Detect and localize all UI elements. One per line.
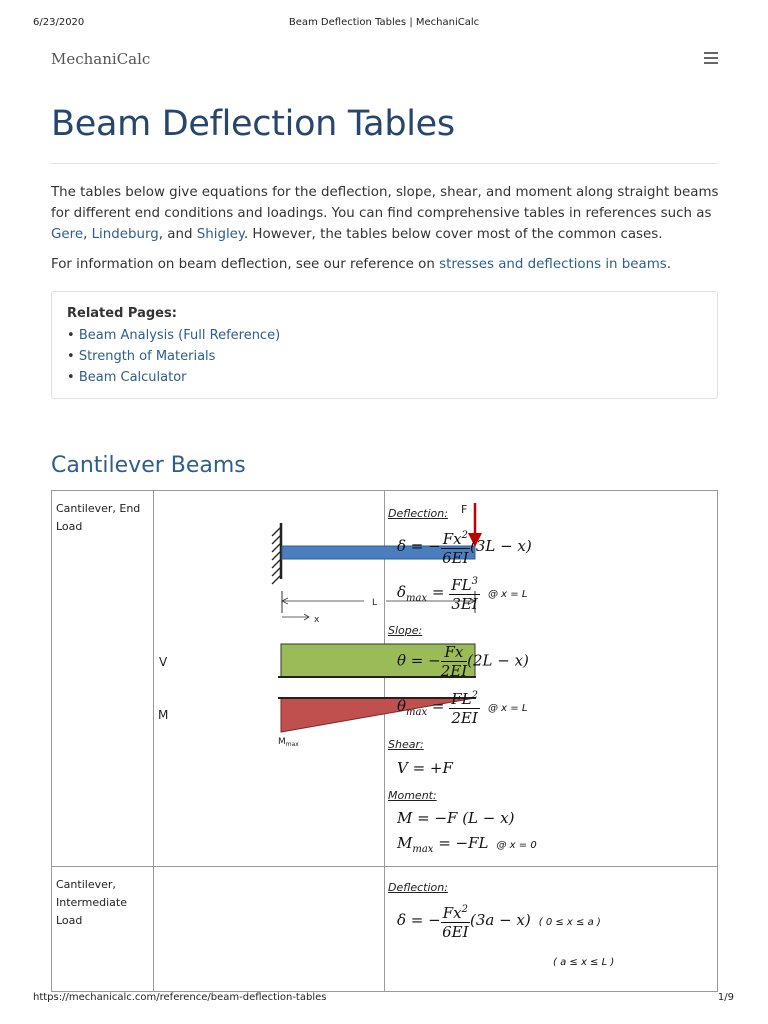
related-pages-title: Related Pages: (67, 306, 177, 321)
case-name-cell: Cantilever, Intermediate Load (52, 867, 154, 992)
equations-cell (385, 867, 718, 992)
range-note: ( a ≤ x ≤ L ) (553, 957, 615, 968)
print-url: https://mechanicalc.com/reference/beam-deflection-tables (33, 992, 327, 1003)
link-lindeburg[interactable]: Lindeburg (91, 227, 159, 242)
moment-heading: Moment: (388, 789, 437, 802)
related-link-beam-calculator[interactable]: Beam Calculator (78, 370, 187, 385)
shear-equation: V = +F (397, 759, 453, 777)
print-title: Beam Deflection Tables | MechaniCalc (288, 17, 480, 28)
print-date: 6/23/2020 (33, 17, 85, 28)
site-brand[interactable]: MechaniCalc (51, 50, 151, 68)
wall-hatch (272, 527, 281, 584)
page-number: 1/9 (717, 992, 734, 1003)
max-moment-equation: $M_{max} = -FL$ @ x = 0 (397, 834, 537, 855)
moment-diagram-label: M (158, 708, 169, 722)
title-divider (51, 163, 717, 164)
mmax-label: $M_{max}$ (278, 737, 299, 748)
related-link-strength-of-materials[interactable]: Strength of Materials (78, 349, 216, 364)
deflection-equation: δ = − $\frac{Fx^2}{6EI}$ (3a − x) ( 0 ≤ x ≤ a ) (397, 901, 601, 941)
deflection-equation: δ = − $\frac{Fx^2}{6EI}$ (3L − x) (397, 527, 532, 567)
related-pages-list (67, 325, 280, 388)
link-shigley[interactable]: Shigley (196, 227, 244, 242)
max-deflection-equation: $\delta_{max}$ = $\frac{FL^3}{3EI}$ @ x = L (397, 573, 527, 613)
diagram-cell (154, 867, 385, 992)
max-slope-equation: $\theta_{max}$ = $\frac{FL^2}{2EI}$ @ x = L (397, 687, 527, 727)
shear-heading: Shear: (388, 738, 424, 751)
moment-equation: M = −F (L − x) (397, 809, 515, 827)
table-row (52, 491, 718, 867)
list-item (67, 325, 280, 346)
deflection-heading: Deflection: (388, 881, 448, 894)
hamburger-menu-icon[interactable] (704, 52, 718, 65)
shear-diagram-label: V (159, 655, 168, 669)
intro-paragraph-2: For information on beam deflection, see our reference on stresses and deflections in beams. (51, 257, 672, 272)
link-stresses-deflections[interactable]: stresses and deflections in beams (439, 257, 667, 272)
table-row (52, 867, 718, 992)
equations-cell (385, 491, 718, 867)
page-title: Beam Deflection Tables (51, 104, 455, 144)
slope-heading: Slope: (388, 624, 423, 637)
slope-equation: θ = − $\frac{Fx}{2EI}$ (2L − x) (397, 643, 529, 680)
force-label: F (461, 503, 468, 516)
beam-table (51, 490, 718, 992)
related-pages-box (51, 291, 718, 399)
link-gere[interactable]: Gere (51, 227, 84, 242)
intro-paragraph: The tables below give equations for the deflection, slope, shear, and moment along straight beams for different end conditions and loadings. You can find comprehensive tables in references such as Gere, Lindeburg, and Shigley. However, the tables below cover most of the common cases. (51, 185, 719, 242)
list-item (67, 367, 280, 388)
list-item (67, 346, 280, 367)
length-label: L (372, 598, 378, 608)
section-title: Cantilever Beams (51, 453, 246, 478)
case-name-cell: Cantilever, End Load (52, 491, 154, 867)
deflection-heading: Deflection: (388, 507, 448, 520)
related-link-beam-analysis[interactable]: Beam Analysis (Full Reference) (78, 328, 281, 343)
x-label: x (314, 615, 320, 625)
